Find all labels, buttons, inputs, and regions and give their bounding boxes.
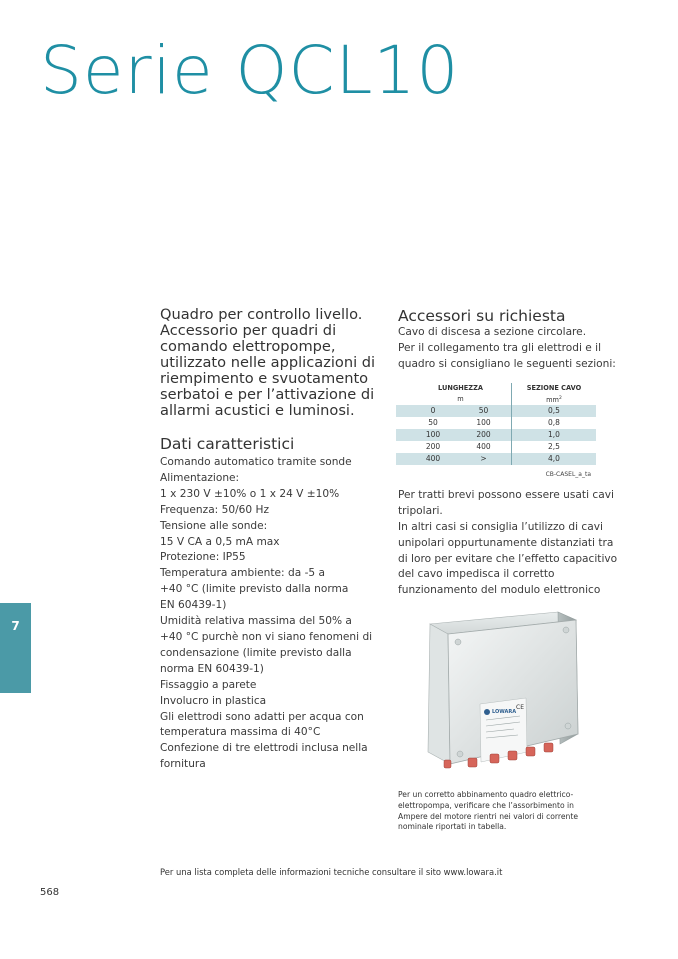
cable-section-table: [396, 383, 596, 478]
specs-list: [160, 455, 382, 773]
intro-text: [160, 307, 382, 419]
spec-line: temperatura massima di 40°C: [160, 726, 321, 739]
accessories-heading: Accessori su richiesta: [398, 307, 566, 325]
accessories-intro: [398, 325, 616, 373]
unit-length: m: [457, 394, 464, 403]
spec-line: Alimentazione:: [160, 471, 240, 484]
intro-line: serbatoi e per l’attivazione di: [160, 386, 375, 403]
unit-section: [511, 394, 596, 405]
cell-to: 400: [476, 441, 491, 451]
spec-line: Confezione di tre elettrodi inclusa nella: [160, 742, 368, 755]
cell-section: 1,0: [511, 429, 596, 441]
control-panel-photo: [408, 606, 608, 782]
spec-line: EN 60439-1): [160, 599, 227, 612]
table-row: [396, 417, 596, 429]
notes-line: del cavo impedisca il corretto: [398, 568, 555, 581]
accessories-line: quadro si consigliano le seguenti sezioni:: [398, 357, 616, 370]
spec-line: Involucro in plastica: [160, 694, 267, 707]
cell-from: 50: [428, 417, 438, 427]
cell-to: 200: [476, 429, 491, 439]
intro-line: comando elettropompe,: [160, 338, 336, 355]
accessories-line: Per il collegamento tra gli elettrodi e il: [398, 341, 602, 354]
spec-line: norma EN 60439-1): [160, 662, 264, 675]
spec-line: Comando automatico tramite sonde: [160, 456, 352, 468]
caption-line: elettropompa, verificare che l’assorbimento in: [398, 800, 574, 810]
spec-line: condensazione (limite previsto dalla: [160, 646, 352, 659]
cell-section: 2,5: [511, 441, 596, 453]
brand-text: LOWARA: [492, 709, 517, 715]
notes-line: In altri casi si consiglia l’utilizzo di cavi: [398, 520, 603, 533]
caption-line: Per un corretto abbinamento quadro elettrico-: [398, 790, 574, 799]
cell-from: 100: [425, 429, 441, 439]
spec-line: Tensione alle sonde:: [160, 519, 268, 532]
spec-line: 1 x 230 V ±10% o 1 x 24 V ±10%: [160, 487, 340, 500]
screw-icon: [565, 723, 571, 729]
accessories-line: Cavo di discesa a sezione circolare.: [398, 326, 587, 338]
table-row: [396, 429, 596, 441]
spec-line: fornitura: [160, 758, 206, 771]
cell-from: 400: [425, 453, 441, 463]
brand-logo-icon: [484, 709, 490, 715]
footer-note: Per una lista completa delle informazioni tecniche consultare il sito www.lowara.it: [160, 867, 503, 877]
intro-line: riempimento e svuotamento: [160, 370, 369, 387]
cell-to: 100: [476, 417, 491, 427]
page-title: Serie QCL10: [40, 32, 460, 109]
intro-line: Accessorio per quadri di: [160, 322, 337, 339]
spec-line: 15 V CA a 0,5 mA max: [160, 535, 280, 548]
spec-line: Fissaggio a parete: [160, 678, 257, 691]
cell-to: >: [480, 453, 487, 463]
spec-line: Protezione: IP55: [160, 551, 246, 564]
cell-section: 0,5: [511, 405, 596, 417]
specs-heading: Dati caratteristici: [160, 435, 295, 453]
intro-line: allarmi acustici e luminosi.: [160, 402, 355, 419]
table-header: [396, 383, 596, 394]
cell-from: 200: [425, 441, 441, 451]
table-row: [396, 453, 596, 465]
table-code: CB-CASEL_a_ta: [545, 470, 591, 478]
photo-caption: [398, 790, 608, 833]
spec-line: +40 °C (limite previsto dalla norma: [160, 583, 349, 596]
notes-line: unipolari oppurtunamente distanziati tra: [398, 536, 614, 549]
section-number: 7: [11, 619, 20, 633]
page-number: 568: [40, 887, 60, 898]
header-length: LUNGHEZZA: [438, 383, 483, 392]
spec-line: +40 °C purchè non vi siano fenomeni di: [160, 630, 373, 643]
notes-line: tripolari.: [398, 504, 443, 517]
table-row: [396, 441, 596, 453]
screw-icon: [457, 751, 463, 757]
screw-icon: [455, 639, 461, 645]
cell-from: 0: [430, 405, 436, 415]
cell-to: 50: [478, 405, 489, 415]
right-column: [398, 307, 618, 599]
cell-section: 0,8: [511, 417, 596, 429]
intro-line: utilizzato nelle applicazioni di: [160, 354, 376, 371]
spec-line: Umidità relativa massima del 50% a: [160, 615, 352, 628]
header-section: SEZIONE CAVO: [511, 383, 596, 394]
section-tab: [0, 603, 31, 693]
left-column: [160, 307, 382, 773]
spec-line: Gli elettrodi sono adatti per acqua con: [160, 710, 364, 723]
spec-line: Frequenza: 50/60 Hz: [160, 503, 270, 516]
spec-line: Temperatura ambiente: da -5 a: [160, 567, 326, 580]
ce-mark: CE: [516, 704, 524, 711]
unit-section-sup: 2: [558, 395, 562, 401]
unit-section-text: mm: [546, 395, 559, 404]
table-row: [396, 405, 596, 417]
notes-line: di loro per evitare che l’effetto capacitivo: [398, 552, 618, 565]
caption-line: Ampere del motore rientri nei valori di corrente: [398, 811, 578, 821]
notes-line: funzionamento del modulo elettronico: [398, 584, 601, 597]
screw-icon: [563, 627, 569, 633]
table-units: [396, 394, 596, 405]
notes-line: Per tratti brevi possono essere usati cavi: [398, 488, 614, 501]
intro-line: Quadro per controllo livello.: [160, 306, 363, 323]
accessories-notes: [398, 488, 618, 599]
caption-line: nominale riportati in tabella.: [398, 822, 507, 832]
cell-section: 4,0: [511, 453, 596, 465]
